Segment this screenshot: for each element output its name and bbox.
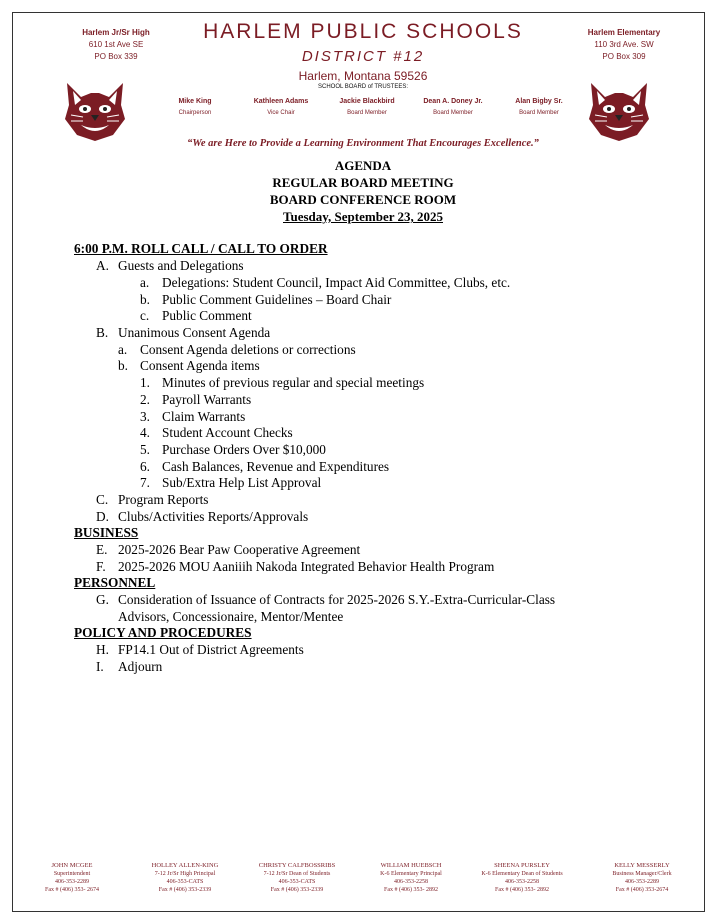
- staff-phone: 406-353-CATS: [278, 879, 316, 885]
- list-item: [140, 392, 251, 408]
- list-item: [118, 358, 260, 374]
- staff-fax: Fax # (406) 353-2339: [270, 887, 324, 893]
- item-marker: 1.: [140, 375, 150, 390]
- district-number: DISTRICT #12: [301, 48, 425, 65]
- agenda-item-g: [96, 592, 555, 608]
- list-item: [140, 275, 510, 291]
- staff-contact: [242, 862, 352, 894]
- staff-contact: [587, 862, 697, 894]
- item-marker: D.: [96, 509, 109, 524]
- trustee: [153, 97, 237, 120]
- list-item: [140, 292, 391, 308]
- item-marker: E.: [96, 542, 108, 557]
- agenda-item-e: [96, 542, 360, 558]
- staff-phone: 406-353-2258: [505, 879, 539, 885]
- staff-phone: 406-353-2289: [55, 879, 89, 885]
- staff-title: 7-12 Jr/Sr Dean of Students: [263, 871, 331, 877]
- agenda-item-b: [96, 325, 270, 341]
- staff-fax: Fax # (406) 353-2674: [615, 887, 669, 893]
- item-text: Delegations: Student Council, Impact Aid Committee, Clubs, etc.: [162, 275, 511, 290]
- item-marker: c.: [140, 308, 150, 323]
- policy-heading: POLICY AND PROCEDURES: [74, 625, 252, 640]
- item-marker: B.: [96, 325, 109, 340]
- agenda-item-i: [96, 659, 162, 675]
- item-text: Consideration of Issuance of Contracts for 2025-2026 S.Y.-Extra-Curricular-Class: [118, 592, 556, 607]
- trustee-role: Board Member: [347, 110, 387, 116]
- agenda-item-f: [96, 559, 494, 575]
- staff-name: KELLY MESSERLY: [614, 862, 670, 869]
- item-marker: 3.: [140, 409, 150, 424]
- personnel-heading: PERSONNEL: [74, 575, 156, 590]
- staff-name: CHRISTY CALFBOSSRIBS: [258, 862, 336, 869]
- item-marker: G.: [96, 592, 109, 607]
- right-school-street: 110 3rd Ave. SW: [594, 40, 654, 49]
- item-marker: A.: [96, 258, 109, 273]
- item-marker: a.: [118, 342, 128, 357]
- staff-contact: [130, 862, 240, 894]
- staff-name: SHEENA PURSLEY: [494, 862, 550, 869]
- staff-fax: Fax # (406) 353- 2674: [45, 887, 99, 893]
- agenda-item-g-continued: Advisors, Concessionaire, Mentor/Mentee: [118, 609, 344, 624]
- item-marker: b.: [118, 358, 128, 373]
- agenda-item-c: [96, 492, 208, 508]
- agenda-heading: AGENDA: [334, 158, 392, 173]
- staff-title: 7-12 Jr/Sr High Principal: [154, 871, 216, 877]
- item-marker: C.: [96, 492, 109, 507]
- staff-name: WILLIAM HUEBSCH: [380, 862, 442, 869]
- item-text: Payroll Warrants: [162, 392, 252, 407]
- item-marker: 5.: [140, 442, 150, 457]
- staff-name: JOHN MCGEE: [51, 862, 93, 869]
- staff-phone: 406-353-2289: [625, 879, 659, 885]
- staff-fax: Fax # (406) 353-2339: [158, 887, 212, 893]
- right-school-po-box: PO Box 309: [602, 52, 646, 61]
- staff-phone: 406-353-2258: [394, 879, 428, 885]
- item-marker: 2.: [140, 392, 150, 407]
- trustee-name: Dean A. Doney Jr.: [423, 98, 483, 105]
- list-item: [140, 425, 293, 441]
- trustee: [411, 97, 495, 120]
- item-marker: F.: [96, 559, 106, 574]
- staff-title: K-6 Elementary Dean of Students: [481, 871, 563, 877]
- staff-name: HOLLEY ALLEN-KING: [151, 862, 219, 869]
- left-school-po-box: PO Box 339: [94, 52, 138, 61]
- staff-fax: Fax # (406) 353- 2892: [384, 887, 438, 893]
- agenda-item-h: [96, 642, 304, 658]
- agenda-page: [12, 12, 705, 912]
- item-text: Clubs/Activities Reports/Approvals: [118, 509, 309, 524]
- item-text: Student Account Checks: [162, 425, 293, 440]
- staff-title: Business Manager/Clerk: [612, 871, 672, 877]
- left-school-address: [61, 27, 171, 63]
- right-school-name: Harlem Elementary: [587, 28, 661, 37]
- wildcat-logo-icon: [585, 75, 653, 143]
- list-item: [140, 409, 245, 425]
- item-text: Guests and Delegations: [118, 258, 244, 273]
- trustee-name: Kathleen Adams: [253, 98, 309, 105]
- staff-fax: Fax # (406) 353- 2892: [495, 887, 549, 893]
- item-text: Purchase Orders Over $10,000: [162, 442, 326, 457]
- trustee-role: Board Member: [433, 110, 473, 116]
- item-marker: a.: [140, 275, 150, 290]
- item-marker: I.: [96, 659, 104, 674]
- item-marker: 6.: [140, 459, 150, 474]
- item-text: Public Comment: [162, 308, 252, 323]
- list-item: [140, 459, 389, 475]
- item-text: Sub/Extra Help List Approval: [162, 475, 322, 490]
- item-marker: b.: [140, 292, 150, 307]
- meeting-date: Tuesday, September 23, 2025: [283, 209, 443, 224]
- item-text: Minutes of previous regular and special meetings: [162, 375, 425, 390]
- left-school-name: Harlem Jr/Sr High: [82, 28, 150, 37]
- item-marker: 4.: [140, 425, 150, 440]
- staff-contact: [356, 862, 466, 894]
- list-item: [118, 342, 356, 358]
- staff-contact: [17, 862, 127, 894]
- right-school-address: [569, 27, 679, 63]
- item-text: 2025-2026 MOU Aaniiih Nakoda Integrated Behavior Health Program: [118, 559, 495, 574]
- list-item: [140, 375, 424, 391]
- staff-phone: 406-353-CATS: [166, 879, 204, 885]
- left-school-street: 610 1st Ave SE: [88, 40, 144, 49]
- item-text: Cash Balances, Revenue and Expenditures: [162, 459, 390, 474]
- district-motto: “We are Here to Provide a Learning Environment That Encourages Excellence.”: [187, 138, 539, 149]
- business-heading: BUSINESS: [74, 525, 139, 540]
- trustee-name: Mike King: [178, 98, 212, 105]
- item-text: Consent Agenda items: [140, 358, 260, 373]
- district-title: HARLEM PUBLIC SCHOOLS: [203, 20, 523, 43]
- agenda-item-a: [96, 258, 244, 274]
- staff-contact: [467, 862, 577, 894]
- item-text: Program Reports: [118, 492, 209, 507]
- list-item: [140, 475, 321, 491]
- district-city: Harlem, Montana 59526: [298, 69, 428, 83]
- trustee-role: Vice Chair: [267, 110, 295, 116]
- trustee: [497, 97, 581, 120]
- trustee-role: Board Member: [519, 110, 559, 116]
- wildcat-logo-icon: [61, 75, 129, 143]
- item-text: Unanimous Consent Agenda: [118, 325, 271, 340]
- item-text: Public Comment Guidelines – Board Chair: [162, 292, 392, 307]
- trustee: [325, 97, 409, 120]
- item-text: 2025-2026 Bear Paw Cooperative Agreement: [118, 542, 361, 557]
- item-marker: H.: [96, 642, 109, 657]
- trustee: [239, 97, 323, 120]
- list-item: [140, 442, 326, 458]
- item-text: FP14.1 Out of District Agreements: [118, 642, 304, 657]
- roll-call-heading: 6:00 P.M. ROLL CALL / CALL TO ORDER: [74, 241, 328, 256]
- trustee-name: Jackie Blackbird: [339, 98, 395, 105]
- meeting-location: BOARD CONFERENCE ROOM: [269, 192, 457, 207]
- list-item: [140, 308, 252, 324]
- item-text: Adjourn: [118, 659, 163, 674]
- staff-title: Superintendent: [53, 871, 91, 877]
- item-text: Claim Warrants: [162, 409, 246, 424]
- trustee-name: Alan Bigby Sr.: [515, 98, 563, 105]
- trustee-role: Chairperson: [178, 110, 212, 116]
- meeting-type: REGULAR BOARD MEETING: [272, 175, 454, 190]
- board-label: SCHOOL BOARD of TRUSTEES:: [317, 84, 409, 90]
- staff-title: K-6 Elementary Principal: [380, 871, 442, 877]
- item-text: Consent Agenda deletions or corrections: [140, 342, 356, 357]
- item-marker: 7.: [140, 475, 150, 490]
- agenda-item-d: [96, 509, 308, 525]
